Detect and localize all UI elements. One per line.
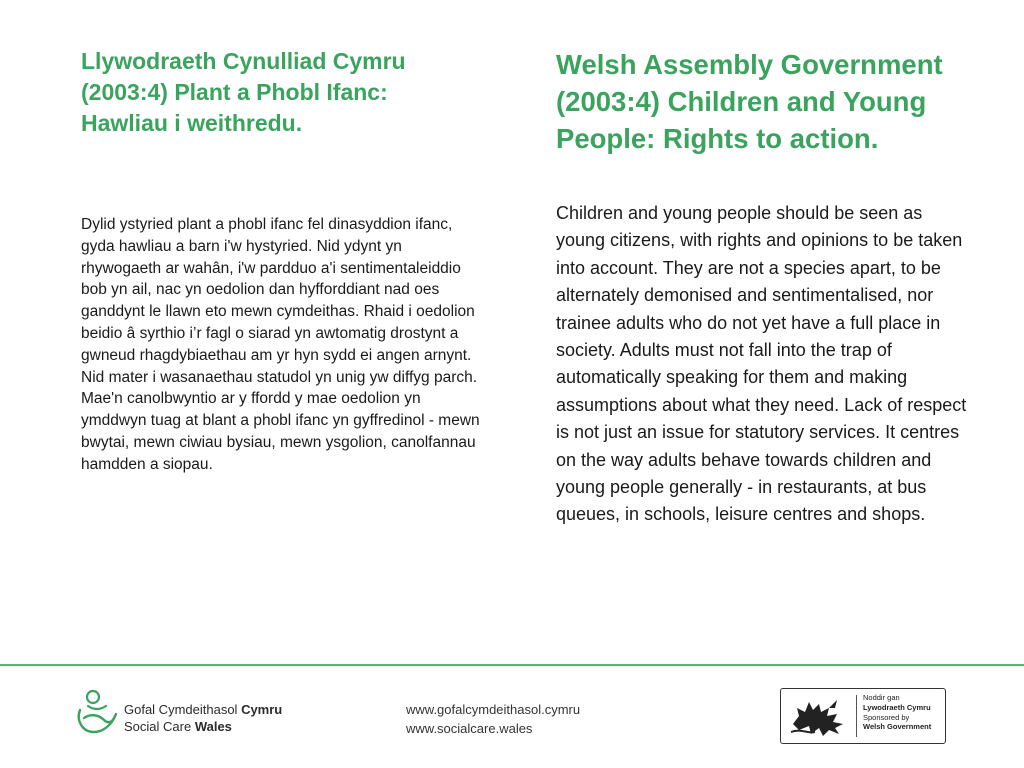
english-url-link[interactable]: www.socialcare.wales [406, 721, 533, 736]
english-body: Children and young people should be seen as young citizens, with rights and opinions to be taken into account. They are not a species apart, to be alternately demonised and sentimentalised, nor trainee adults who do not yet have a full place in society. Adults must not fall into the trap of automatically speaking for them and making assumptions about what they need. Lack of respect is not just an issue for statutory services. It centres on the way adults behave towards children and young people generally - in restaurants, at bus queues, in schools, leisure centres and shops. [556, 203, 967, 525]
logo-wordmark [124, 701, 282, 735]
welsh-body: Dylid ystyried plant a phobl ifanc fel dinasyddion ifanc, gyda hawliau a barn i'w hystyried. Nid ydynt yn rhywogaeth ar wahân, i'w pardduo a'i sentimentaleiddio bob yn ail, nac yn oedolion dan hyfforddiant nad oes ganddynt le llawn eto mewn cymdeithas. Rhaid i oedolion beidio â syrthio i’r fagl o siarad yn awtomatig drostynt a gwneud rhagdybiaethau am yr hyn sydd ei angen arnynt. Nid mater i wasanaethau statudol yn unig yw diffyg parch. Mae'n canolbwyntio ar y ffordd y mae oedolion yn ymddwyn tuag at blant a phobl ifanc yn gyffredinol - mewn bwytai, mewn ciwiau bysiau, mewn ysgolion, canolfannau hamdden a siopau. [81, 216, 480, 473]
welsh-title: Llywodraeth Cynulliad Cymru (2003:4) Plant a Phobl Ifanc: Hawliau i weithredu. [81, 48, 406, 136]
logo-english-name [124, 718, 282, 735]
logo-welsh-name-regular: Gofal Cymdeithasol [124, 702, 242, 717]
footer-urls [406, 700, 580, 738]
sponsor-divider [856, 695, 857, 737]
logo-welsh-name-bold: Cymru [241, 702, 283, 717]
sponsor-welsh-label: Noddir gan [863, 693, 900, 702]
social-care-wales-logo-icon [74, 688, 120, 738]
sponsor-english-label: Sponsored by [863, 712, 910, 722]
english-column [556, 46, 976, 529]
welsh-government-sponsor-badge [780, 688, 946, 744]
welsh-column [81, 46, 481, 476]
english-title: Welsh Assembly Government (2003:4) Children and Young People: Rights to action. [556, 49, 943, 154]
welsh-url-link[interactable]: www.gofalcymdeithasol.cymru [406, 702, 581, 717]
welsh-dragon-icon [787, 694, 851, 738]
sponsor-welsh-name: Lywodraeth Cymru [863, 702, 931, 712]
logo-english-name-regular: Social Care [124, 719, 195, 734]
footer-divider [0, 664, 1024, 666]
logo-welsh-name [124, 701, 282, 718]
social-care-wales-logo [74, 688, 294, 744]
sponsor-english-name: Welsh Government [863, 722, 932, 732]
logo-english-name-bold: Wales [194, 719, 232, 734]
sponsor-text [863, 693, 931, 732]
